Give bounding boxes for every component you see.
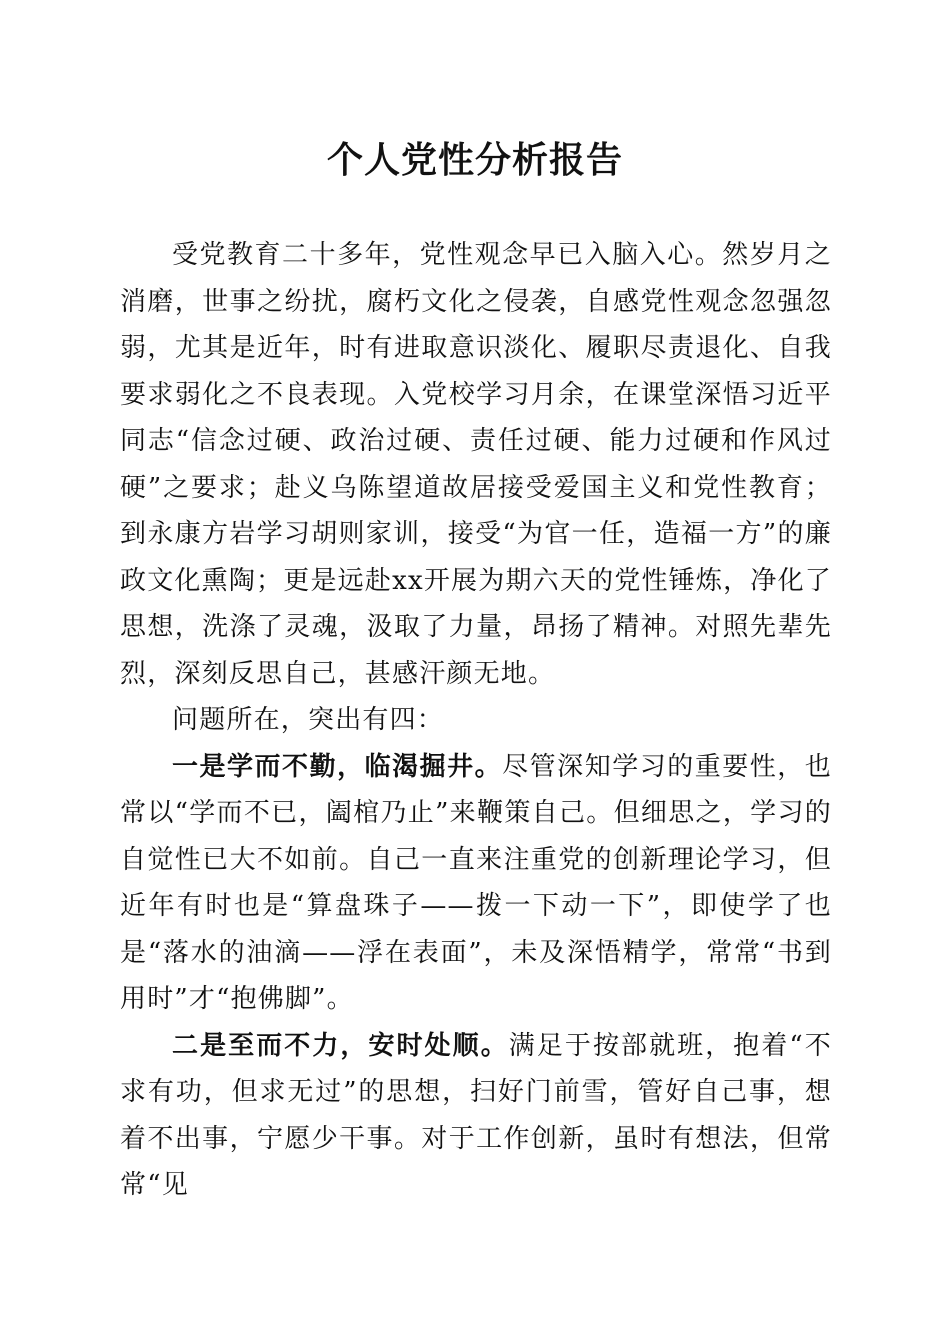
paragraph-problem-2 <box>120 1023 832 1209</box>
paragraph-intro <box>120 232 832 697</box>
paragraph-text: 问题所在，突出有四： <box>172 705 445 735</box>
paragraph-lead: 一是学而不勤，临渴掘井。 <box>172 751 503 782</box>
paragraph-text: 受党教育二十多年，党性观念早已入脑入心。然岁月之消磨，世事之纷扰，腐朽文化之侵袭，自感党性观念忽强忽弱，尤其是近年，时有进取意识淡化、履职尽责退化、自我要求弱化之不良表现。入党校学习月余，在课堂深悟习近平同志“信念过硬、政治过硬、责任过硬、能力过硬和作风过硬”之要求；赴义乌陈望道故居接受爱国主义和党性教育；到永康方岩学习胡则家训，接受“为官一任，造福一方”的廉政文化熏陶；更是远赴xx开展为期六天的党性锤炼，净化了思想，洗涤了灵魂，汲取了力量，昂扬了精神。对照先辈先烈，深刻反思自己，甚感汗颜无地。 <box>120 240 832 689</box>
paragraph-problem-1 <box>120 744 832 1023</box>
paragraph-text: 满足于按部就班，抱着“不求有功，但求无过”的思想，扫好门前雪，管好自己事，想着不出事，宁愿少干事。对于工作创新，虽时有想法，但常常“见 <box>120 1030 832 1200</box>
paragraph-problems-intro <box>120 697 832 744</box>
document-title: 个人党性分析报告 <box>326 139 623 181</box>
document-body <box>120 232 832 1209</box>
paragraph-text: 尽管深知学习的重要性，也常以“学而不已，阖棺乃止”来鞭策自己。但细思之，学习的自觉性已大不如前。自己一直来注重党的创新理论学习，但近年有时也是“算盘珠子——拨一下动一下”，即使学了也是“落水的油滴——浮在表面”，未及深悟精学，常常“书到用时”才“抱佛脚”。 <box>120 751 832 1014</box>
paragraph-lead: 二是至而不力，安时处顺。 <box>172 1030 509 1061</box>
